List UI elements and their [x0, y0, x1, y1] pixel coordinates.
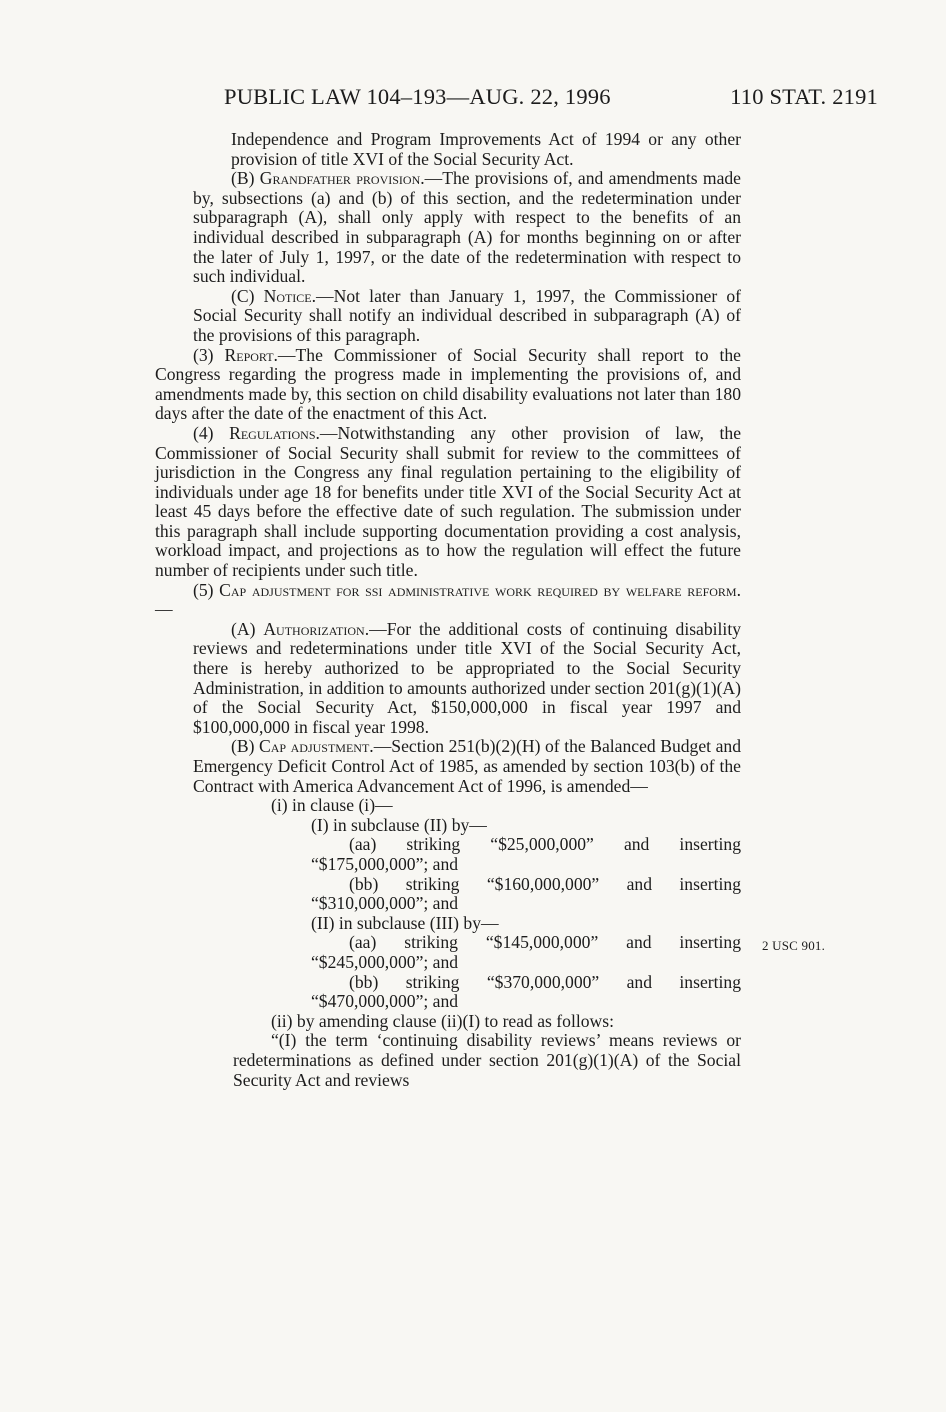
quoted-text: “(I) the term ‘continuing disability reviews’ means reviews or redeterminations as defined under section 201(g)(1)(A) of the Social Security Act and reviews	[233, 1030, 741, 1090]
document-body	[155, 130, 741, 1090]
subclause-II: (II) in subclause (III) by—	[311, 912, 499, 933]
item-aa-1: (aa) striking “$25,000,000” and inserting “$175,000,000”; and	[311, 834, 741, 874]
margin-note: 2 USC 901.	[762, 938, 826, 953]
page-citation: 110 STAT. 2191	[730, 84, 878, 109]
item-bb-1: (bb) striking “$160,000,000” and inserting “$310,000,000”; and	[311, 873, 741, 914]
paragraph-5: (5) Cap adjustment for ssi administrative work required by welfare reform.—	[155, 579, 741, 620]
clause-i: (i) in clause (i)—	[271, 795, 393, 816]
running-head: PUBLIC LAW 104–193—AUG. 22, 1996	[224, 84, 611, 109]
paragraph-3: (3) Report.—The Commissioner of Social Security shall report to the Congress regarding the progress made in implementing the provisions of, and amendments made by, this section on child disability evaluations not later than 180 days after the date of the enactment of this Act.	[155, 344, 741, 424]
paragraph-continuation: Independence and Program Improvements Act of 1994 or any other provision of title XVI of the Social Security Act.	[231, 129, 741, 169]
subparagraph-5A: (A) Authorization.—For the additional costs of continuing disability reviews and redeterminations under title XVI of the Social Security Act, there is hereby authorized to be appropriated to the Social Security Administration, in addition to amounts authorized under section 201(g)(1)(A) of the Social Security Act, $150,000,000 in fiscal year 1997 and $100,000,000 in fiscal year 1998.	[193, 618, 742, 737]
item-aa-2: (aa) striking “$145,000,000” and inserting “$245,000,000”; and	[311, 932, 741, 972]
subparagraph-B: (B) Grandfather provision.—The provisions of, and amendments made by, subsections (a) and (b) of this section, and the redetermination under subparagraph (A), shall only apply with respect to the benefits of an individual described in subparagraph (A) for months beginning on or after the later of July 1, 1997, or the date of the redetermination with respect to such individual.	[193, 168, 741, 287]
clause-ii: (ii) by amending clause (ii)(I) to read as follows:	[271, 1010, 614, 1031]
item-bb-2: (bb) striking “$370,000,000” and inserting “$470,000,000”; and	[311, 971, 741, 1012]
subparagraph-C: (C) Notice.—Not later than January 1, 1997, the Commissioner of Social Security shall notify an individual described in subparagraph (A) of the provisions of this paragraph.	[193, 285, 741, 345]
subclause-I: (I) in subclause (II) by—	[311, 814, 487, 835]
paragraph-4: (4) Regulations.—Notwithstanding any other provision of law, the Commissioner of Social Security shall submit for review to the committees of jurisdiction in the Congress any final regulation pertaining to the eligibility of individuals under age 18 for benefits under title XVI of the Social Security Act at least 45 days before the effective date of such regulation. The submission under this paragraph shall include supporting documentation providing a cost analysis, workload impact, and projections as to how the regulation will effect the future number of recipients under such title.	[155, 422, 742, 581]
subparagraph-5B: (B) Cap adjustment.—Section 251(b)(2)(H) of the Balanced Budget and Emergency Deficit Control Act of 1985, as amended by section 103(b) of the Contract with America Advancement Act of 1996, is amended—	[193, 736, 741, 796]
